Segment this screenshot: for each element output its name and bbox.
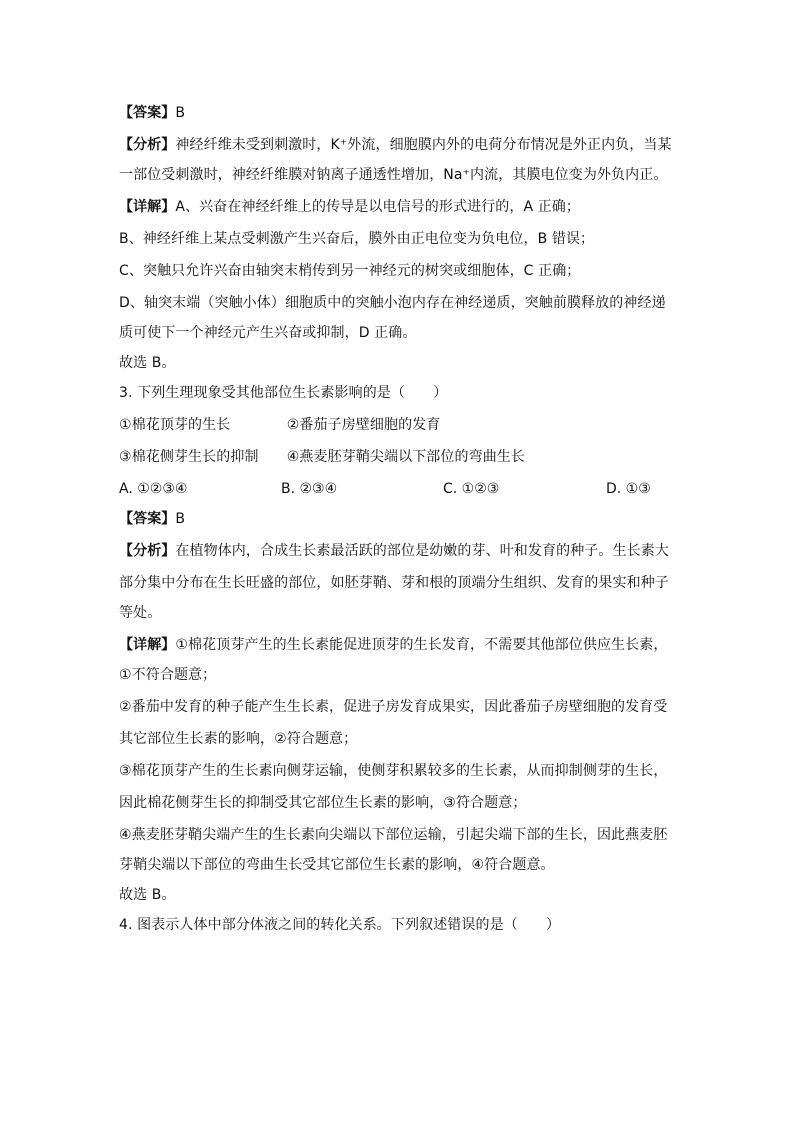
analysis-line xyxy=(119,542,669,560)
answer-tag: 【答案】 xyxy=(119,105,176,121)
analysis-text: 神经纤维未受到刺激时，K⁺外流，细胞膜内外的电荷分布情况是外正内负，当某 xyxy=(175,137,672,153)
detail-text-line: 质可使下一个神经元产生兴奋或抑制，D 正确。 xyxy=(119,325,417,341)
question-items-row: ③棉花侧芽生长的抑制 ④燕麦胚芽鞘尖端以下部位的弯曲生长 xyxy=(119,449,525,465)
detail-text: ①棉花顶芽产生的生长素能促进顶芽的生长发育，不需要其他部位供应生长素， xyxy=(175,637,668,653)
analysis-tag: 【分析】 xyxy=(119,543,176,559)
detail-text-line: ②番茄中发育的种子能产生生长素，促进子房发育成果实，因此番茄子房壁细胞的发育受 xyxy=(119,699,668,715)
option-b: B. ②③④ xyxy=(281,481,338,497)
conclusion-line: 故选 B。 xyxy=(119,887,176,903)
options-row xyxy=(119,480,651,498)
option-c: C. ①②③ xyxy=(443,481,500,497)
conclusion-line: 故选 B。 xyxy=(119,355,176,371)
detail-text: A、兴奋在神经纤维上的传导是以电信号的形式进行的，A 正确； xyxy=(175,199,581,215)
detail-text-line: ①不符合题意； xyxy=(119,667,217,683)
answer-value: B xyxy=(175,105,186,121)
detail-text-line: 芽鞘尖端以下部位的弯曲生长受其它部位生长素的影响，④符合题意。 xyxy=(119,857,555,873)
question-items-row: ①棉花顶芽的生长 ②番茄子房壁细胞的发育 xyxy=(119,417,441,433)
detail-text-line: 其它部位生长素的影响，②符合题意； xyxy=(119,731,358,747)
analysis-line xyxy=(119,136,672,154)
detail-text-line: C、突触只允许兴奋由轴突末梢传到另一神经元的树突或细胞体，C 正确； xyxy=(119,263,581,279)
analysis-text-line: 一部位受刺激时，神经纤维膜对钠离子通透性增加，Na⁺内流，其膜电位变为外负内正。 xyxy=(119,167,668,183)
analysis-text-line: 部分集中分布在生长旺盛的部位，如胚芽鞘、芽和根的顶端分生组织、发育的果实和种子 xyxy=(119,575,669,591)
analysis-text-line: 等处。 xyxy=(119,605,162,621)
detail-text-line: D、轴突末端（突触小体）细胞质中的突触小泡内存在神经递质，突触前膜释放的神经递 xyxy=(119,295,666,311)
detail-tag: 【详解】 xyxy=(119,637,176,653)
answer-line xyxy=(119,510,185,528)
detail-line xyxy=(119,636,667,654)
option-a: A. ①②③④ xyxy=(119,481,188,497)
answer-value: B xyxy=(175,511,186,527)
answer-tag: 【答案】 xyxy=(119,511,176,527)
analysis-tag: 【分析】 xyxy=(119,137,176,153)
analysis-text: 在植物体内，合成生长素最活跃的部位是幼嫩的芽、叶和发育的种子。生长素大 xyxy=(175,543,669,559)
question-title: 3. 下列生理现象受其他部位生长素影响的是（ ） xyxy=(119,385,448,401)
question-title: 4. 图表示人体中部分体液之间的转化关系。下列叙述错误的是（ ） xyxy=(119,917,561,933)
answer-line xyxy=(119,104,185,122)
detail-text-line: ④燕麦胚芽鞘尖端产生的生长素向尖端以下部位运输，引起尖端下部的生长，因此燕麦胚 xyxy=(119,827,668,843)
detail-text-line: 因此棉花侧芽生长的抑制受其它部位生长素的影响，③符合题意； xyxy=(119,795,527,811)
detail-text-line: ③棉花顶芽产生的生长素向侧芽运输，使侧芽积累较多的生长素，从而抑制侧芽的生长， xyxy=(119,763,668,779)
detail-text-line: B、神经纤维上某点受刺激产生兴奋后，膜外由正电位变为负电位，B 错误； xyxy=(119,231,595,247)
detail-line xyxy=(119,198,580,216)
detail-tag: 【详解】 xyxy=(119,199,176,215)
option-d: D. ①③ xyxy=(606,481,651,497)
